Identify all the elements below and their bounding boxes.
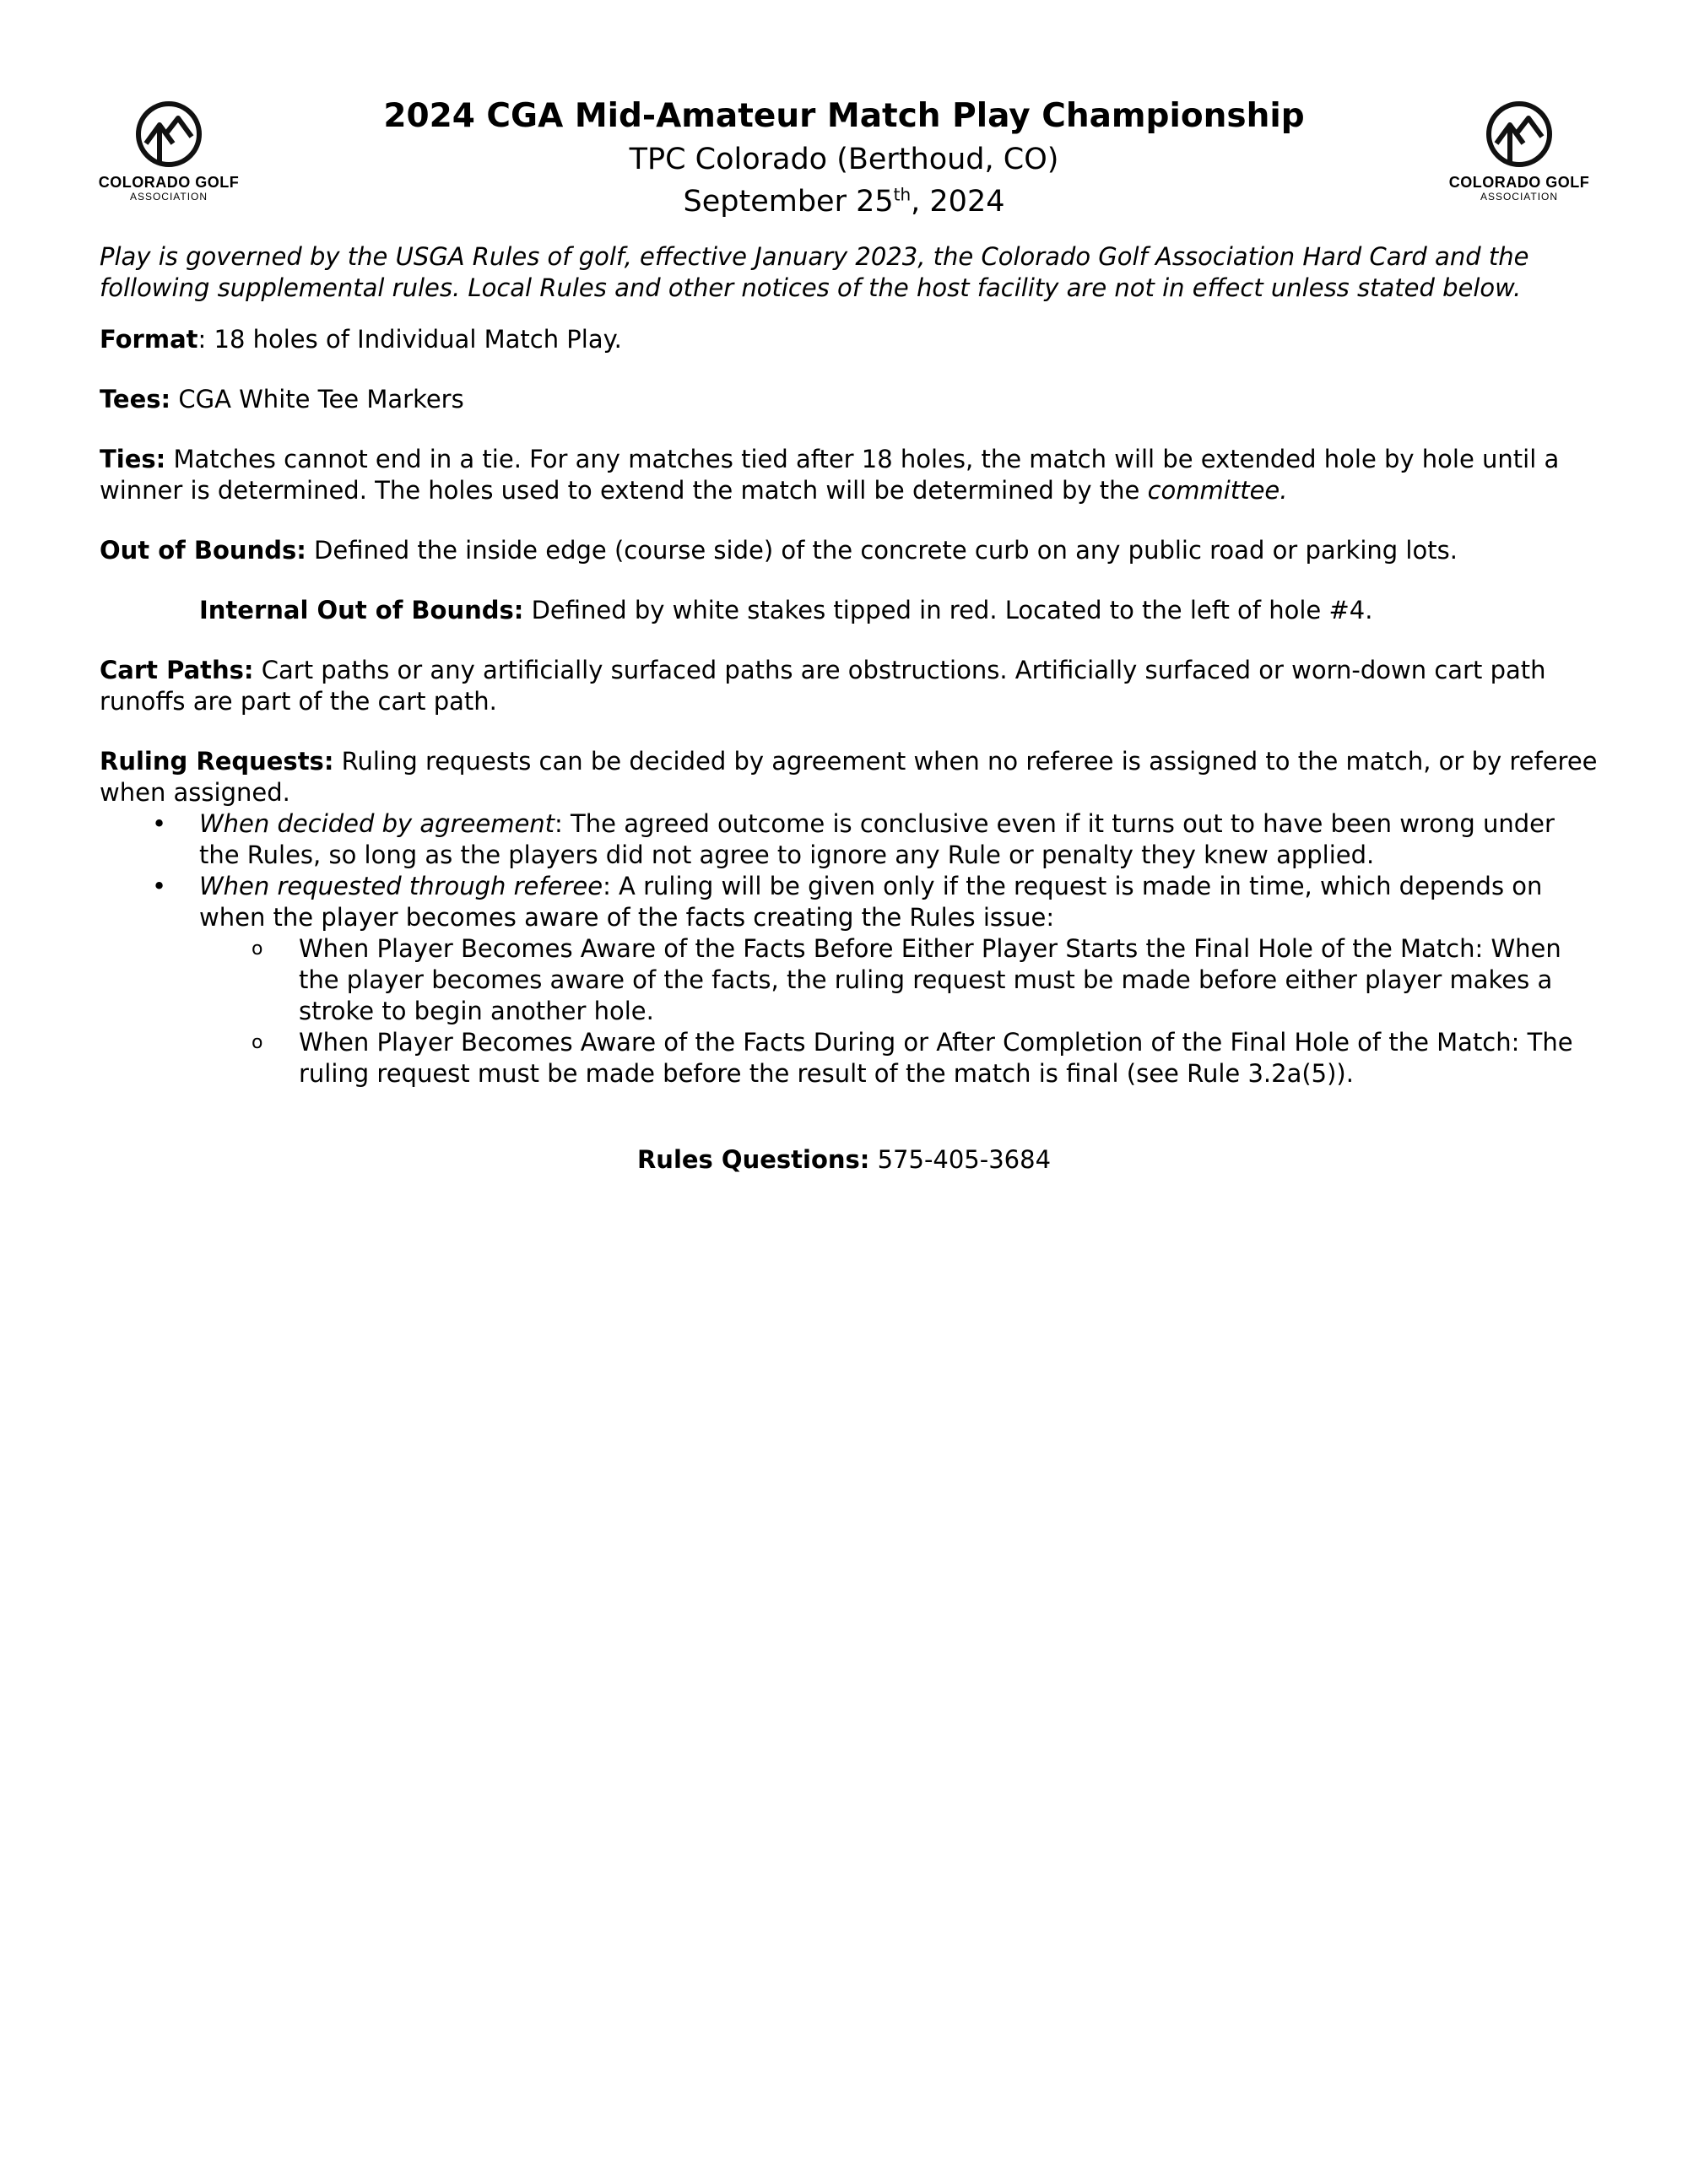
ruling-label: Ruling Requests: xyxy=(100,747,334,776)
logo-sub: ASSOCIATION xyxy=(129,191,208,203)
sub-bullet-text: When Player Becomes Aware of the Facts Before Either Player Starts the Final Hole of the Match: When the player becomes aware of the facts, the ruling request must be made before either player makes a stroke to begin another hole. xyxy=(299,934,1561,1025)
bullet-marker: • xyxy=(152,809,167,838)
list-item xyxy=(100,871,1602,1089)
date-superscript: th xyxy=(893,184,912,205)
bullet-italic: When requested through referee xyxy=(199,872,603,900)
intro-paragraph: Play is governed by the USGA Rules of golf, effective January 2023, the Colorado Golf Association Hard Card and the following supplemental rules. Local Rules and other notices of the host facility are not in effect unless stated below. xyxy=(100,242,1529,302)
sub-bullet-text: When Player Becomes Aware of the Facts During or After Completion of the Final Hole of the Match: The ruling request must be made before the result of the match is final (see Rule 3.2a(5)). xyxy=(299,1028,1573,1088)
ruling-section xyxy=(100,746,1602,808)
venue: TPC Colorado (Berthoud, CO) xyxy=(629,143,1059,176)
rules-questions xyxy=(0,1144,1688,1176)
cga-logo-left xyxy=(93,100,245,203)
cart-paths-label: Cart Paths: xyxy=(100,656,254,684)
internal-oob-text: Defined by white stakes tipped in red. Located to the left of hole #4. xyxy=(523,596,1373,624)
event-date xyxy=(253,181,1435,223)
format-label: Format xyxy=(100,325,198,354)
document-title: 2024 CGA Mid-Amateur Match Play Championship xyxy=(383,97,1305,135)
date-suffix: , 2024 xyxy=(911,185,1005,219)
questions-label: Rules Questions: xyxy=(636,1145,870,1174)
cart-paths-section xyxy=(100,655,1602,717)
logo-name: COLORADO GOLF xyxy=(98,174,240,191)
list-item xyxy=(199,933,1602,1027)
sub-bullet-marker: o xyxy=(252,1032,263,1053)
ruling-sub-list xyxy=(199,933,1602,1089)
ties-italic: committee. xyxy=(1147,476,1288,505)
date-prefix: September 25 xyxy=(683,185,894,219)
internal-oob-section xyxy=(100,595,1602,626)
bullet-text: : The agreed outcome is conclusive even if it turns out to have been wrong under the Rules, so long as the players did not agree to ignore any Rule or penalty they knew applied. xyxy=(199,809,1555,869)
bullet-marker: • xyxy=(152,872,167,900)
questions-phone[interactable]: 575-405-3684 xyxy=(869,1145,1052,1174)
ruling-text: Ruling requests can be decided by agreement when no referee is assigned to the match, or by referee when assigned. xyxy=(100,747,1598,807)
ties-text: Matches cannot end in a tie. For any matches tied after 18 holes, the match will be extended hole by hole until a winner is determined. The holes used to extend the match will be determined by the xyxy=(100,445,1560,505)
sub-bullet-marker: o xyxy=(252,938,263,960)
tees-section xyxy=(100,384,1602,415)
tees-label: Tees: xyxy=(100,385,171,414)
tees-text: CGA White Tee Markers xyxy=(170,385,464,414)
mountain-logo-icon xyxy=(1485,100,1554,169)
list-item xyxy=(199,1027,1602,1089)
logo-sub: ASSOCIATION xyxy=(1480,191,1559,203)
bullet-text: : A ruling will be given only if the request is made in time, which depends on when the player becomes aware of the facts creating the Rules issue: xyxy=(199,872,1543,932)
logo-name: COLORADO GOLF xyxy=(1448,174,1590,191)
ties-label: Ties: xyxy=(100,445,166,473)
format-text: : 18 holes of Individual Match Play. xyxy=(197,325,622,354)
ties-section xyxy=(100,444,1602,506)
oob-label: Out of Bounds: xyxy=(100,536,306,565)
document-body xyxy=(100,241,1602,1089)
list-item xyxy=(100,808,1602,871)
cga-logo-right xyxy=(1443,100,1595,203)
mountain-logo-icon xyxy=(134,100,203,169)
oob-section xyxy=(100,535,1602,566)
ruling-bullet-list xyxy=(100,808,1602,1089)
document-header xyxy=(253,95,1435,223)
oob-text: Defined the inside edge (course side) of the concrete curb on any public road or parking lots. xyxy=(306,536,1458,565)
format-section xyxy=(100,324,1602,355)
bullet-italic: When decided by agreement xyxy=(199,809,555,838)
internal-oob-label: Internal Out of Bounds: xyxy=(199,596,524,624)
cart-paths-text: Cart paths or any artificially surfaced paths are obstructions. Artificially surfaced or worn-down cart path runoffs are part of the cart path. xyxy=(100,656,1546,716)
